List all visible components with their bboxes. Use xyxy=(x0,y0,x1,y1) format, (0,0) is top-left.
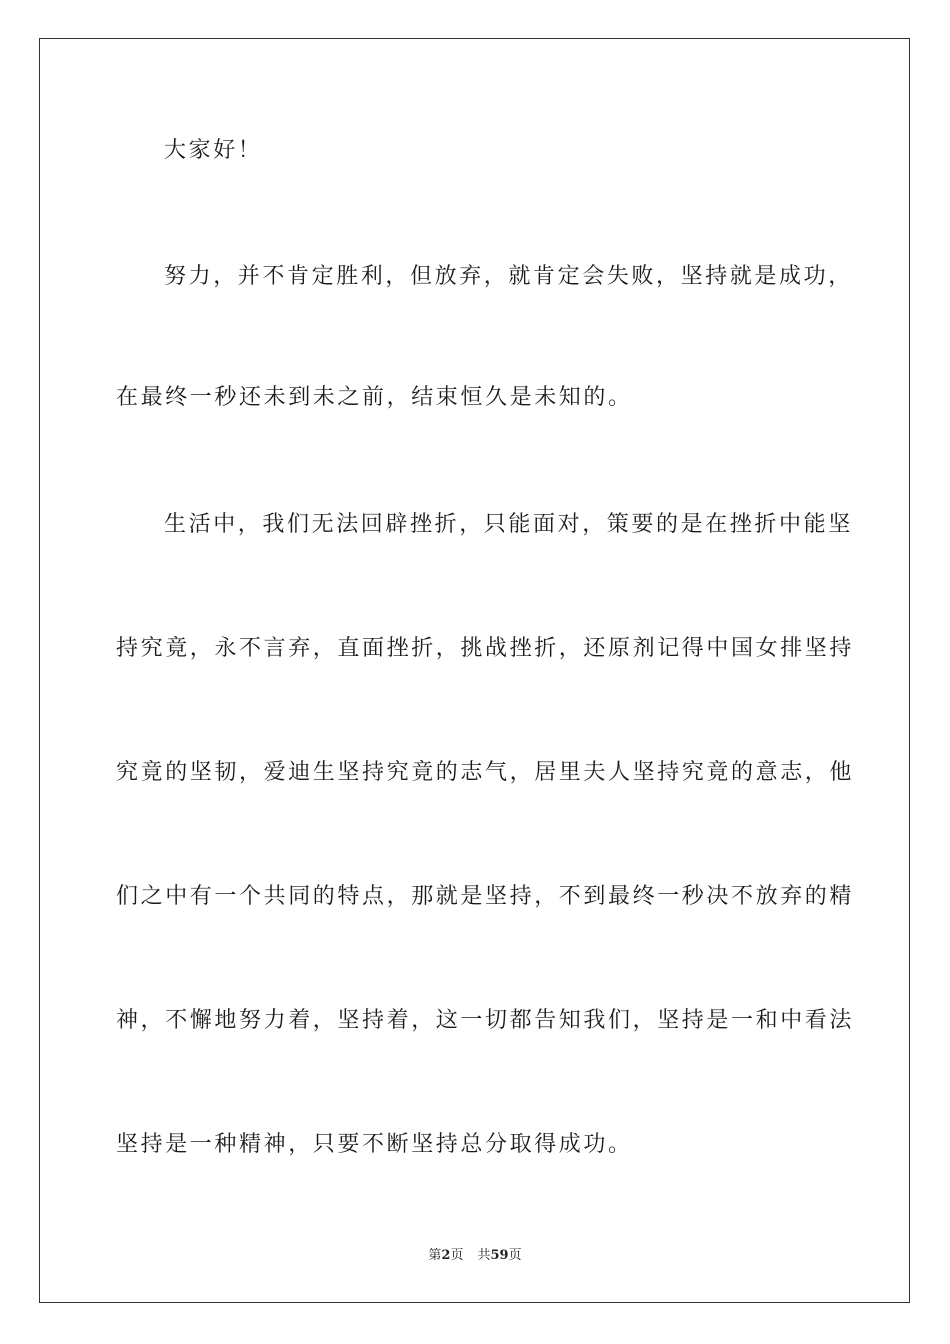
paragraph-2-line-1: 生活中，我们无法回辟挫折，只能面对，策要的是在挫折中能坚 xyxy=(164,512,853,537)
paragraph-1-line-1: 努力，并不肯定胜利，但放弃，就肯定会失败，坚持就是成功， xyxy=(164,264,853,289)
page-prefix: 第 xyxy=(428,1248,442,1263)
page-number: 2 xyxy=(441,1248,451,1263)
paragraph-2-line-6: 坚持是一种精神，只要不断坚持总分取得成功。 xyxy=(116,1132,633,1157)
page-border xyxy=(39,38,910,1303)
paragraph-2-line-5: 神，不懈地努力着，坚持着，这一切都告知我们，坚持是一和中看法 xyxy=(116,1008,855,1033)
paragraph-2-line-2: 持究竟，永不言弃，直面挫折，挑战挫折，还原剂记得中国女排坚持 xyxy=(116,636,855,661)
total-pages: 59 xyxy=(490,1248,509,1263)
total-prefix: 共 xyxy=(477,1248,491,1263)
page-suffix: 页 xyxy=(450,1248,464,1263)
paragraph-2-line-3: 究竟的坚韧，爱迪生坚持究竟的志气，居里夫人坚持究竟的意志，他 xyxy=(116,760,855,785)
paragraph-2-line-4: 们之中有一个共同的特点，那就是坚持，不到最终一秒决不放弃的精 xyxy=(116,884,855,909)
page-footer xyxy=(0,1247,950,1265)
greeting-line: 大家好！ xyxy=(164,138,263,163)
paragraph-1-line-2: 在最终一秒还未到未之前，结束恒久是未知的。 xyxy=(116,385,633,410)
total-suffix: 页 xyxy=(508,1248,522,1263)
